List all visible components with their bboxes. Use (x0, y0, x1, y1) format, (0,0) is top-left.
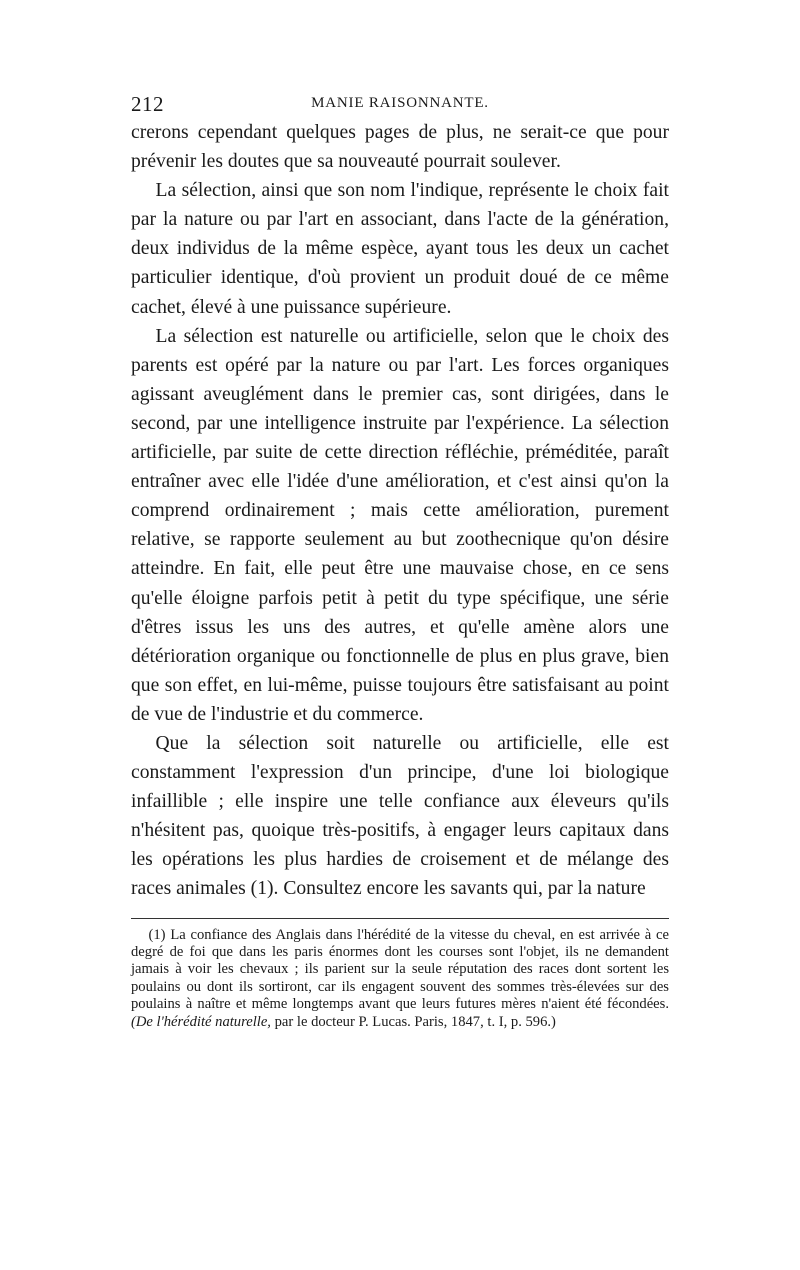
paragraph: La sélection, ainsi que son nom l'indique, représente le choix fait par la nature ou par l'art en associant, dans l'acte de la génération, deux individus de la même espèce, ayant tous les deux un cachet particulier identique, d'où provient un produit doué de ce même cachet, élevé à une puissance supérieure. (131, 180, 669, 318)
footnote-divider (131, 918, 669, 919)
footnote (131, 927, 669, 1031)
footnote-citation-title: (De l'hérédité naturelle, (131, 1013, 271, 1030)
book-page (131, 90, 669, 1031)
body-text (131, 118, 669, 904)
footnote-text: (1) La confiance des Anglais dans l'hérédité de la vitesse du cheval, en est arrivée à ce degré de foi que dans les paris énormes dont les courses sont l'objet, ils ne demandent jamais à voir les chevaux ; ils parient sur la seule réputation des races dont sortent les poulains ou dont ils sortiront, car ils engagent souvent des sommes très-élevées sur des poulains à naître et même longtemps avant que leurs futures mères n'aient été fécondées. (131, 926, 669, 1013)
paragraph: Que la sélection soit naturelle ou artificielle, elle est constamment l'expression d'un principe, d'une loi biologique infaillible ; elle inspire une telle confiance aux éleveurs qu'ils n'hésitent pas, quoique très-positifs, à engager leurs capitaux dans les opérations les plus hardies de croisement et de mélange des races animales (1). Consultez encore les savants qui, par la nature (131, 732, 669, 900)
paragraph: La sélection est naturelle ou artificielle, selon que le choix des parents est opéré par la nature ou par l'art. Les forces organiques agissant aveuglément dans le premier cas, sont dirigées, dans le second, par une intelligence instruite par l'expérience. La sélection artificielle, par suite de cette direction réfléchie, préméditée, paraît entraîner avec elle l'idée d'une amélioration, et c'est ainsi qu'on la comprend ordinairement ; mais cette amélioration, purement relative, se rapporte seulement au but zoothecnique qu'on désire atteindre. En fait, elle peut être une mauvaise chose, en ce sens qu'elle éloigne parfois petit à petit du type spécifique, une série d'êtres issus les uns des autres, et qu'elle amène alors une détérioration organique ou fonctionnelle de plus en plus grave, bien que son effet, en lui-même, puisse toujours être satisfaisant au point de vue de l'industrie et du commerce. (131, 325, 669, 725)
page-number: 212 (131, 92, 164, 116)
running-header (131, 90, 669, 118)
footnote-citation-rest: par le docteur P. Lucas. Paris, 1847, t. I, p. 596.) (270, 1013, 556, 1030)
paragraph-continuation: crerons cependant quelques pages de plus, ne serait-ce que pour prévenir les doutes que sa nouveauté pourrait soulever. (131, 122, 669, 173)
running-title: MANIE RAISONNANTE. (311, 95, 489, 111)
